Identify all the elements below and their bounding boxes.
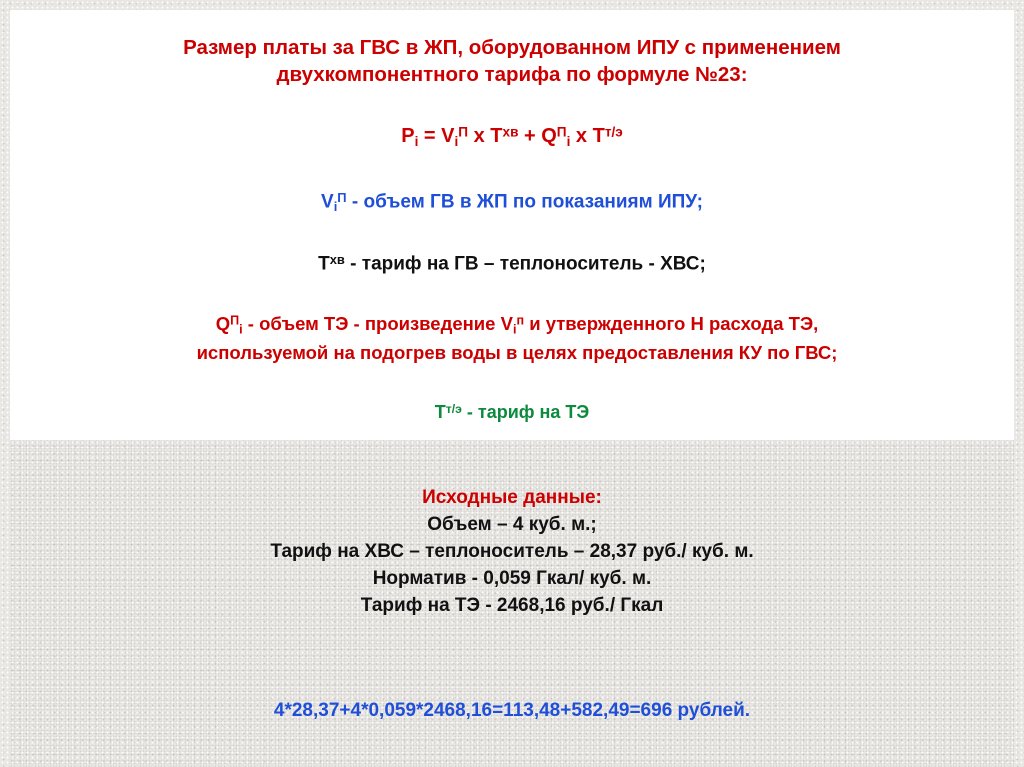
formula-q-sup: П xyxy=(556,124,567,139)
texture-edge-right xyxy=(1014,0,1024,767)
formula-t-hv-sup: хв xyxy=(502,124,519,139)
definition-te-symbol: Q xyxy=(215,313,231,334)
texture-edge-top xyxy=(0,0,1024,10)
definition-te-text-2: и утвержденного Н расхода ТЭ, xyxy=(524,313,819,334)
source-data-line-norm: Норматив - 0,059 Гкал/ куб. м. xyxy=(372,567,652,589)
definition-tariff-cold-water xyxy=(62,252,962,275)
definition-tariff-te-symbol: T xyxy=(434,402,446,423)
formula-v-sup: П xyxy=(458,124,469,139)
formula-equals: = xyxy=(418,124,442,147)
slide-title-line-1: Размер платы за ГВС в ЖП, оборудованном ИПУ с применением xyxy=(183,36,841,59)
definition-te-sub: i xyxy=(239,322,243,337)
definition-volume-symbol: V xyxy=(321,191,334,213)
definition-thermal-energy-volume-line-1 xyxy=(62,310,972,339)
formula-p: P xyxy=(401,124,415,147)
source-data-block xyxy=(62,485,962,620)
definition-tariff-te-sup: т/э xyxy=(445,402,462,416)
definition-tariff-cold-water-sup: хв xyxy=(329,252,345,267)
definition-tariff-cold-water-symbol: T xyxy=(318,253,330,275)
definition-volume-sub: i xyxy=(333,199,338,215)
slide-title xyxy=(62,34,962,88)
source-data-heading: Исходные данные: xyxy=(422,487,602,508)
definition-volume-text: - объем ГВ в ЖП по показаниям ИПУ; xyxy=(346,191,703,213)
definition-volume-sup: П xyxy=(337,190,347,205)
definition-tariff-te-text: - тариф на ТЭ xyxy=(461,402,590,423)
definition-tariff-thermal-energy xyxy=(62,402,962,423)
definition-te-text-1: - объем ТЭ - произведение V xyxy=(242,313,513,334)
formula-t-hv: T xyxy=(490,124,503,147)
slide-title-line-2: двухкомпонентного тарифа по формуле №23: xyxy=(276,63,748,87)
texture-edge-left xyxy=(0,0,10,767)
formula-q: Q xyxy=(541,124,557,147)
main-formula xyxy=(62,124,962,149)
definition-te-sup: П xyxy=(230,313,240,328)
formula-v: V xyxy=(441,124,455,147)
formula-v-sub: i xyxy=(454,133,459,149)
formula-times-1: x xyxy=(468,124,491,147)
formula-t-te-sup: т/э xyxy=(604,124,623,139)
source-data-line-cold-water-tariff: Тариф на ХВС – теплоноситель – 28,37 руб./ куб. м. xyxy=(270,540,754,562)
formula-q-sub: i xyxy=(566,133,571,149)
definition-volume xyxy=(62,190,962,214)
definition-thermal-energy-volume-line-2: используемой на подогрев воды в целях предоставления КУ по ГВС; xyxy=(196,342,838,364)
definition-thermal-energy-volume xyxy=(62,310,972,367)
source-data-line-te-tariff: Тариф на ТЭ - 2468,16 руб./ Гкал xyxy=(360,594,664,616)
definition-te-v-sup: п xyxy=(516,313,525,328)
definition-te-v-sub: i xyxy=(512,322,517,337)
formula-p-sub: i xyxy=(414,133,419,149)
definition-tariff-cold-water-text: - тариф на ГВ – теплоноситель - ХВС; xyxy=(344,253,706,275)
source-data-line-volume: Объем – 4 куб. м.; xyxy=(427,513,597,535)
formula-times-2: x xyxy=(570,124,593,147)
formula-t-te: T xyxy=(592,124,605,147)
formula-plus: + xyxy=(518,124,542,147)
calculation-result: 4*28,37+4*0,059*2468,16=113,48+582,49=696 рублей. xyxy=(273,700,751,721)
